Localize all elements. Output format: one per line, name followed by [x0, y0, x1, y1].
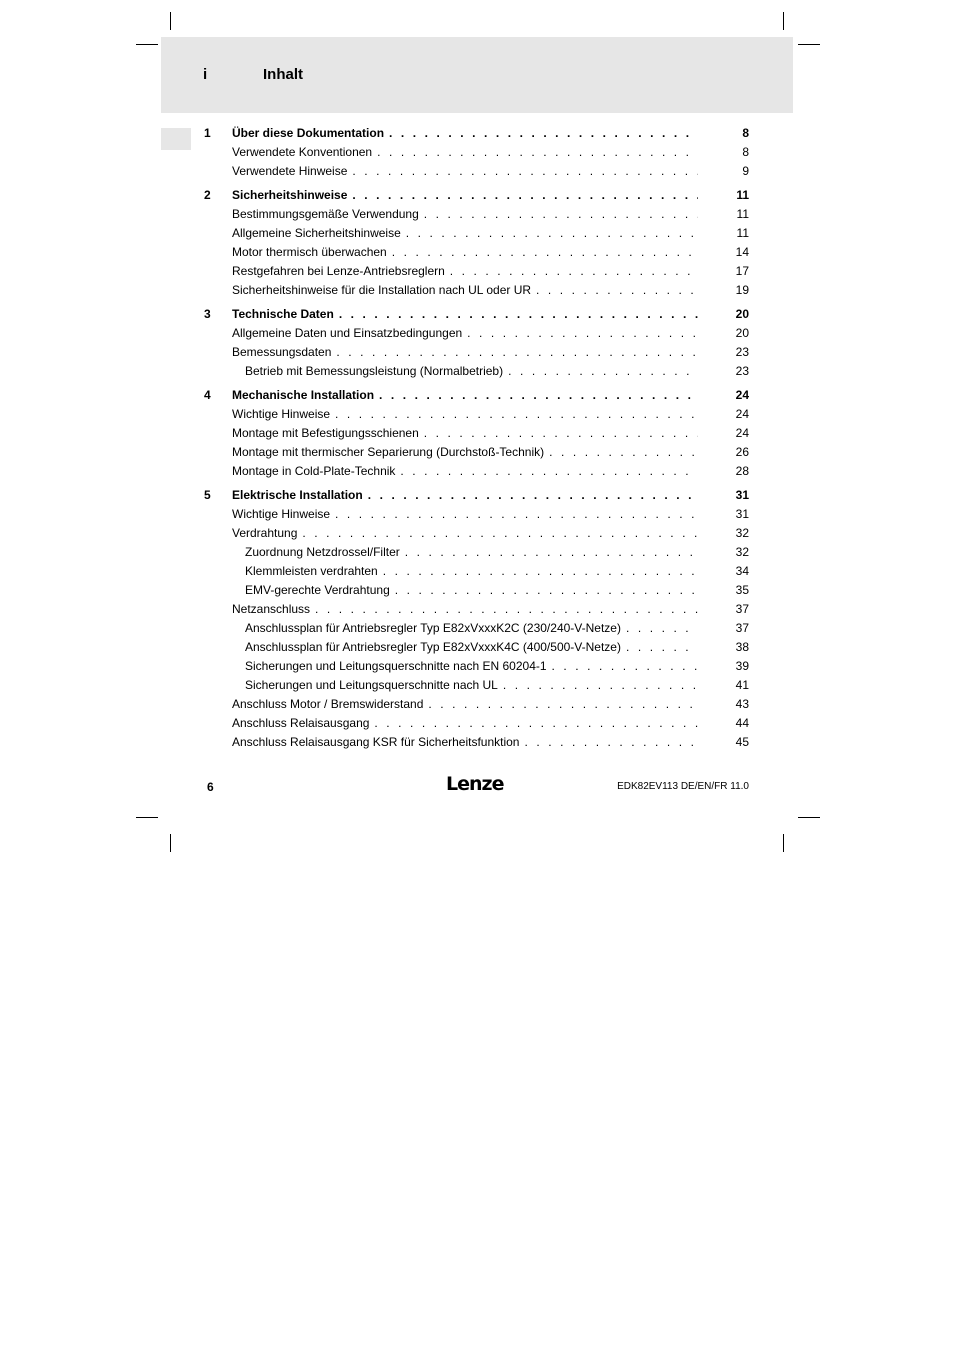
toc-entry-label: Montage in Cold-Plate-Technik: [232, 464, 396, 478]
toc-entry[interactable]: [0, 677, 954, 693]
lenze-logo: Lenze: [446, 773, 504, 795]
toc-dot-leader: [424, 206, 698, 222]
toc-entry-text: [232, 206, 698, 222]
toc-page-number: 14: [735, 245, 749, 259]
toc-dot-leader: [374, 715, 698, 731]
toc-entry-label: Wichtige Hinweise: [232, 407, 331, 421]
toc-entry-text: [232, 696, 698, 712]
toc-entry-text: [245, 363, 698, 379]
toc-dot-leader: [552, 658, 698, 674]
toc-dot-leader: [395, 582, 698, 598]
crop-mark-bottom-right: [783, 834, 784, 852]
toc-page-number: 23: [735, 345, 749, 359]
info-icon: i: [203, 66, 208, 83]
toc-dot-leader: [400, 463, 698, 479]
crop-mark-bottom-right-h: [798, 817, 820, 818]
toc-entry[interactable]: [0, 425, 954, 441]
toc-entry-label: Zuordnung Netzdrossel/Filter: [245, 545, 400, 559]
toc-entry[interactable]: [0, 125, 954, 141]
toc-dot-leader: [405, 544, 698, 560]
toc-entry-label: Mechanische Installation: [232, 388, 375, 402]
toc-page-number: 43: [735, 697, 749, 711]
toc-page-number: 45: [735, 735, 749, 749]
toc-entry-text: [245, 620, 698, 636]
toc-chapter-number: 1: [204, 126, 211, 140]
crop-mark-top-left-h: [136, 44, 158, 45]
toc-dot-leader: [389, 125, 698, 141]
toc-entry-text: [232, 225, 698, 241]
toc-entry[interactable]: [0, 696, 954, 712]
toc-entry-text: [245, 639, 698, 655]
toc-entry-text: [232, 244, 698, 260]
toc-page-number: 44: [735, 716, 749, 730]
toc-entry-label: EMV-gerechte Verdrahtung: [245, 583, 390, 597]
toc-entry-text: [232, 734, 698, 750]
toc-entry-text: [232, 425, 698, 441]
toc-entry[interactable]: [0, 463, 954, 479]
toc-dot-leader: [524, 734, 698, 750]
toc-dot-leader: [339, 306, 698, 322]
toc-dot-leader: [392, 244, 698, 260]
toc-entry-label: Technische Daten: [232, 307, 334, 321]
toc-entry[interactable]: [0, 525, 954, 541]
toc-page-number: 37: [735, 602, 749, 616]
toc-entry[interactable]: [0, 363, 954, 379]
toc-chapter-number: 4: [204, 388, 211, 402]
toc-page-number: 32: [735, 545, 749, 559]
toc-page-number: 9: [742, 164, 749, 178]
toc-entry[interactable]: [0, 244, 954, 260]
toc-entry[interactable]: [0, 639, 954, 655]
toc-page-number: 31: [735, 507, 749, 521]
toc-page-number: 17: [735, 264, 749, 278]
toc-entry[interactable]: [0, 325, 954, 341]
toc-page-number: 24: [735, 407, 749, 421]
toc-entry-text: [232, 506, 698, 522]
toc-entry[interactable]: [0, 306, 954, 322]
toc-page-number: 28: [735, 464, 749, 478]
toc-entry[interactable]: [0, 187, 954, 203]
toc-entry-label: Verwendete Konventionen: [232, 145, 373, 159]
toc-dot-leader: [450, 263, 698, 279]
toc-entry[interactable]: [0, 563, 954, 579]
toc-page-number: 19: [735, 283, 749, 297]
crop-mark-bottom-left-h: [136, 817, 158, 818]
toc-entry-label: Verdrahtung: [232, 526, 298, 540]
toc-entry[interactable]: [0, 620, 954, 636]
toc-entry-text: [232, 601, 698, 617]
toc-entry-text: [232, 282, 698, 298]
toc-entry-label: Verwendete Hinweise: [232, 164, 348, 178]
page-number: 6: [207, 780, 214, 794]
toc-page-number: 38: [735, 640, 749, 654]
toc-dot-leader: [626, 639, 698, 655]
toc-entry-label: Restgefahren bei Lenze-Antriebsreglern: [232, 264, 445, 278]
toc-page-number: 23: [735, 364, 749, 378]
toc-dot-leader: [424, 425, 698, 441]
toc-page-number: 35: [735, 583, 749, 597]
toc-entry[interactable]: [0, 601, 954, 617]
toc-entry-text: [232, 463, 698, 479]
toc-entry[interactable]: [0, 506, 954, 522]
toc-page-number: 8: [742, 145, 749, 159]
toc-entry-text: [232, 344, 698, 360]
toc-entry-label: Motor thermisch überwachen: [232, 245, 387, 259]
toc-entry-text: [232, 325, 698, 341]
toc-entry[interactable]: [0, 282, 954, 298]
toc-entry[interactable]: [0, 444, 954, 460]
toc-entry[interactable]: [0, 263, 954, 279]
toc-page-number: 32: [735, 526, 749, 540]
toc-page-number: 31: [735, 488, 749, 502]
toc-page-number: 39: [735, 659, 749, 673]
toc-dot-leader: [368, 487, 698, 503]
toc-entry[interactable]: [0, 734, 954, 750]
toc-entry[interactable]: [0, 344, 954, 360]
toc-entry-label: Elektrische Installation: [232, 488, 363, 502]
toc-dot-leader: [335, 406, 698, 422]
toc-entry[interactable]: [0, 487, 954, 503]
toc-entry-label: Über diese Dokumentation: [232, 126, 385, 140]
toc-entry[interactable]: [0, 387, 954, 403]
toc-entry[interactable]: [0, 582, 954, 598]
toc-entry-text: [245, 582, 698, 598]
page-title: Inhalt: [263, 66, 303, 83]
toc-entry-text: [232, 487, 698, 503]
toc-page-number: 37: [735, 621, 749, 635]
toc-entry-text: [232, 715, 698, 731]
toc-entry-label: Bemessungsdaten: [232, 345, 332, 359]
toc-dot-leader: [428, 696, 698, 712]
toc-dot-leader: [406, 225, 698, 241]
crop-mark-top-left: [170, 12, 171, 30]
toc-entry[interactable]: [0, 544, 954, 560]
toc-entry-label: Anschlussplan für Antriebsregler Typ E82xVxxxK4C (400/500-V-Netze): [245, 640, 621, 654]
toc-entry-label: Anschluss Relaisausgang KSR für Sicherheitsfunktion: [232, 735, 520, 749]
crop-mark-top-right: [783, 12, 784, 30]
toc-entry-text: [232, 406, 698, 422]
toc-entry-text: [232, 163, 698, 179]
crop-mark-top-right-h: [798, 44, 820, 45]
toc-dot-leader: [336, 344, 698, 360]
document-id: EDK82EV113 DE/EN/FR 11.0: [617, 781, 749, 792]
toc-dot-leader: [377, 144, 698, 160]
crop-mark-bottom-left: [170, 834, 171, 852]
toc-page-number: 11: [736, 226, 749, 240]
toc-chapter-number: 5: [204, 488, 211, 502]
toc-entry-label: Montage mit thermischer Separierung (Durchstoß-Technik): [232, 445, 545, 459]
toc-dot-leader: [383, 563, 698, 579]
toc-entry-text: [232, 144, 698, 160]
toc-entry-label: Anschluss Relaisausgang: [232, 716, 370, 730]
toc-page-number: 41: [735, 678, 749, 692]
toc-entry-label: Bestimmungsgemäße Verwendung: [232, 207, 419, 221]
toc-chapter-number: 3: [204, 307, 211, 321]
toc-page-number: 24: [735, 388, 749, 402]
toc-entry-text: [232, 444, 698, 460]
toc-dot-leader: [335, 506, 698, 522]
toc-page-number: 24: [735, 426, 749, 440]
toc-entry-label: Sicherungen und Leitungsquerschnitte nach EN 60204-1: [245, 659, 547, 673]
toc-dot-leader: [379, 387, 698, 403]
toc-dot-leader: [352, 163, 698, 179]
toc-dot-leader: [302, 525, 698, 541]
toc-entry-label: Sicherheitshinweise: [232, 188, 348, 202]
toc-entry-label: Betrieb mit Bemessungsleistung (Normalbetrieb): [245, 364, 504, 378]
toc-entry[interactable]: [0, 206, 954, 222]
toc-entry-text: [232, 525, 698, 541]
toc-entry-label: Anschluss Motor / Bremswiderstand: [232, 697, 424, 711]
toc-entry-label: Montage mit Befestigungsschienen: [232, 426, 419, 440]
toc-page-number: 11: [736, 188, 749, 202]
toc-chapter-number: 2: [204, 188, 211, 202]
toc-page-number: 26: [735, 445, 749, 459]
toc-entry[interactable]: [0, 225, 954, 241]
toc-entry[interactable]: [0, 658, 954, 674]
toc-entry-text: [245, 563, 698, 579]
toc-entry-label: Sicherheitshinweise für die Installation nach UL oder UR: [232, 283, 532, 297]
toc-entry-text: [245, 677, 698, 693]
toc-entry-label: Netzanschluss: [232, 602, 311, 616]
toc-dot-leader: [315, 601, 698, 617]
page-header: [161, 37, 793, 113]
toc-entry-label: Wichtige Hinweise: [232, 507, 331, 521]
toc-dot-leader: [352, 187, 698, 203]
toc-entry[interactable]: [0, 144, 954, 160]
toc-entry-text: [232, 387, 698, 403]
toc-page-number: 20: [735, 307, 749, 321]
toc-entry-label: Anschlussplan für Antriebsregler Typ E82xVxxxK2C (230/240-V-Netze): [245, 621, 621, 635]
toc-entry-text: [232, 187, 698, 203]
toc-entry-text: [232, 306, 698, 322]
toc-dot-leader: [508, 363, 698, 379]
toc-entry-text: [232, 125, 698, 141]
toc-entry[interactable]: [0, 163, 954, 179]
toc-entry-label: Klemmleisten verdrahten: [245, 564, 378, 578]
toc-entry[interactable]: [0, 406, 954, 422]
toc-entry[interactable]: [0, 715, 954, 731]
toc-dot-leader: [536, 282, 698, 298]
toc-page-number: 11: [736, 207, 749, 221]
toc-page-number: 20: [735, 326, 749, 340]
toc-page-number: 8: [742, 126, 749, 140]
toc-dot-leader: [503, 677, 698, 693]
toc-page-number: 34: [735, 564, 749, 578]
toc-dot-leader: [467, 325, 698, 341]
toc-entry-text: [245, 658, 698, 674]
toc-entry-text: [232, 263, 698, 279]
toc-entry-label: Allgemeine Sicherheitshinweise: [232, 226, 401, 240]
toc-entry-label: Allgemeine Daten und Einsatzbedingungen: [232, 326, 463, 340]
toc-entry-label: Sicherungen und Leitungsquerschnitte nach UL: [245, 678, 498, 692]
toc-dot-leader: [549, 444, 698, 460]
toc-dot-leader: [626, 620, 698, 636]
toc-entry-text: [245, 544, 698, 560]
